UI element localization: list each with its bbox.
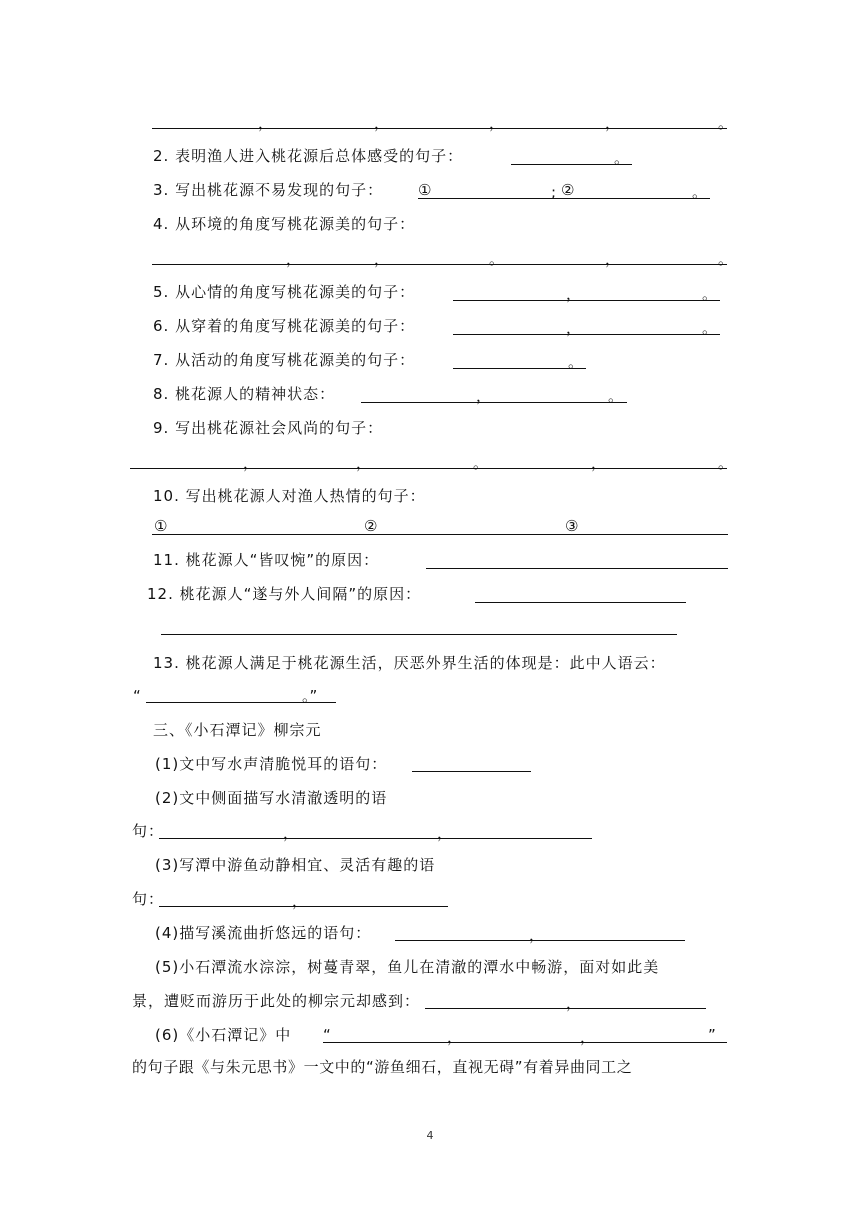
punct: ， xyxy=(605,250,621,268)
punct: ， xyxy=(605,114,621,132)
blank[interactable] xyxy=(161,616,677,635)
question-2: 2. 表明渔人进入桃花源后总体感受的句子： xyxy=(153,147,464,165)
blank[interactable] xyxy=(152,246,727,265)
punct: ; xyxy=(551,183,557,201)
question-s6-cont: 的句子跟《与朱元思书》一文中的“游鱼细石，直视无碍”有着异曲同工之 xyxy=(132,1058,633,1076)
question-3: 3. 写出桃花源不易发现的句子： xyxy=(153,181,384,199)
punct: ， xyxy=(566,285,582,303)
punct: ， xyxy=(580,1028,596,1046)
blank[interactable] xyxy=(361,384,627,403)
circle-1: ① xyxy=(154,517,168,535)
blank[interactable] xyxy=(453,316,720,335)
circle-1: ① xyxy=(418,181,432,199)
question-5: 5. 从心情的角度写桃花源美的句子： xyxy=(153,283,416,301)
blank[interactable] xyxy=(159,820,592,839)
blank[interactable] xyxy=(453,350,586,369)
question-12: 12. 桃花源人“遂与外人间隔”的原因： xyxy=(147,585,422,603)
punct: 。 xyxy=(692,183,708,201)
punct: 。 xyxy=(718,250,734,268)
punct: ， xyxy=(447,1028,463,1046)
punct: ， xyxy=(374,114,390,132)
punct: ， xyxy=(243,454,259,472)
page-number: 4 xyxy=(426,1129,434,1142)
question-s5: (5)小石潭流水淙淙，树蔓青翠，鱼儿在清澈的潭水中畅游，面对如此美 xyxy=(155,958,660,976)
open-quote: “ xyxy=(323,1026,331,1044)
punct: ， xyxy=(489,114,505,132)
punct: ， xyxy=(476,387,492,405)
question-6: 6. 从穿着的角度写桃花源美的句子： xyxy=(153,317,416,335)
punct: 。 xyxy=(568,353,584,371)
punct: 。 xyxy=(489,250,505,268)
question-s4: (4)描写溪流曲折悠远的语句： xyxy=(155,924,372,942)
blank[interactable] xyxy=(426,550,728,569)
question-13: 13. 桃花源人满足于桃花源生活，厌恶外界生活的体现是：此中人语云： xyxy=(153,654,666,672)
question-7: 7. 从活动的角度写桃花源美的句子： xyxy=(153,351,416,369)
question-8: 8. 桃花源人的精神状态： xyxy=(153,385,336,403)
blank[interactable] xyxy=(323,1024,727,1043)
question-s2: (2)文中侧面描写水清澈透明的语 xyxy=(155,789,388,807)
circle-3: ③ xyxy=(565,517,579,535)
question-s3-cont: 句： xyxy=(132,890,165,908)
punct: ， xyxy=(283,824,299,842)
punct: 。 xyxy=(614,149,630,167)
blank[interactable] xyxy=(130,450,727,469)
punct: 。 xyxy=(473,454,489,472)
punct: ， xyxy=(374,250,390,268)
punct: ， xyxy=(566,994,582,1012)
question-s2-cont: 句： xyxy=(132,822,165,840)
open-quote: “ xyxy=(133,687,141,705)
blank[interactable] xyxy=(152,110,727,129)
question-s6: (6)《小石潭记》中 xyxy=(155,1026,292,1044)
question-11: 11. 桃花源人“皆叹惋”的原因： xyxy=(153,551,380,569)
punct: ， xyxy=(356,454,372,472)
section-heading: 三、《小石潭记》柳宗元 xyxy=(153,721,322,739)
blank[interactable] xyxy=(453,282,720,301)
question-4: 4. 从环境的角度写桃花源美的句子： xyxy=(153,215,416,233)
question-s1: (1)文中写水声清脆悦耳的语句： xyxy=(155,755,388,773)
punct: ， xyxy=(292,892,308,910)
punct: 。 xyxy=(702,319,718,337)
punct: 。 xyxy=(718,454,734,472)
question-s5-cont: 景，遭贬而游历于此处的柳宗元却感到： xyxy=(132,992,421,1010)
end-quote: 。” xyxy=(302,687,318,705)
punct: 。 xyxy=(718,114,734,132)
question-9: 9. 写出桃花源社会风尚的句子： xyxy=(153,419,384,437)
punct: 。 xyxy=(702,285,718,303)
circle-2: ② xyxy=(364,517,378,535)
punct: ， xyxy=(529,926,545,944)
close-quote: ” xyxy=(708,1026,716,1044)
blank[interactable] xyxy=(412,753,531,772)
punct: ， xyxy=(286,250,302,268)
punct: 。 xyxy=(608,387,624,405)
punct: ， xyxy=(591,454,607,472)
question-s3: (3)写潭中游鱼动静相宜、灵活有趣的语 xyxy=(155,856,436,874)
punct: ， xyxy=(566,319,582,337)
punct: ， xyxy=(258,114,274,132)
question-10: 10. 写出桃花源人对渔人热情的句子： xyxy=(153,487,426,505)
circle-2: ② xyxy=(561,181,575,199)
blank[interactable] xyxy=(475,584,686,603)
blank[interactable] xyxy=(152,516,728,535)
punct: ， xyxy=(437,824,453,842)
